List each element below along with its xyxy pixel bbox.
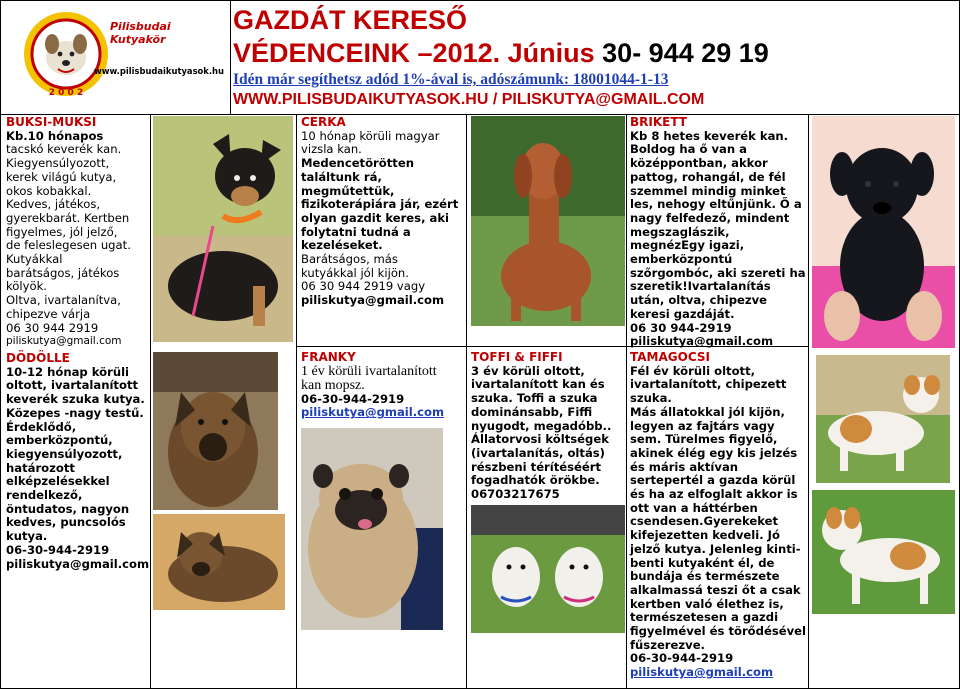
text-line: kölyök.: [6, 279, 47, 294]
text-line: Kutyákkal: [6, 252, 63, 267]
text-line: szőrgombóc, aki szereti ha: [630, 265, 806, 280]
text-line: figyelmével és törődésével: [630, 624, 806, 639]
text-line: után, oltva, chipezve: [630, 293, 768, 308]
franky-phone: 06-30-944-2919: [301, 391, 405, 406]
dodolle-block: [6, 352, 150, 571]
text-line: nagy felfedező, mindent: [630, 210, 790, 225]
text-line: ivartalanított, chipezett: [630, 377, 787, 392]
text-line: kutya.: [6, 529, 48, 544]
text-line: chipezve várja: [6, 306, 91, 321]
page-title: GAZDÁT KERESŐ: [233, 5, 468, 35]
text-line: kan mopsz.: [301, 377, 365, 393]
text-line: megszaglászik,: [630, 224, 730, 239]
text-line: barátságos, játékos: [6, 265, 120, 280]
logo-year: 2 0 0 2: [48, 88, 84, 98]
text-line: Boldog ha ő van a: [630, 142, 747, 157]
text-line: benti kutyaként él, de: [630, 555, 775, 570]
text-line: okos kobakkal.: [6, 183, 92, 198]
dog-name-cerka: CERKA: [301, 115, 346, 129]
website-email-line[interactable]: WWW.PILISBUDAIKUTYASOK.HU / PILISKUTYA@GMAIL.COM: [233, 91, 705, 108]
dog-name-toffi: TOFFI & FIFFI: [471, 350, 563, 364]
text-line: bundája és természete: [630, 569, 780, 584]
text-line: Oltva, ivartalanítva,: [6, 293, 121, 308]
text-line: kerek világú kutya,: [6, 169, 117, 184]
text-line: (ivartalanítás, oltás): [471, 445, 605, 460]
photo-dodolle-2: [153, 514, 285, 610]
buksi-block: [6, 116, 150, 349]
text-line: 06-30-944-2919: [6, 542, 110, 557]
photo-toffi-fiffi: [471, 505, 625, 633]
text-line: öntudatos, nagyon: [6, 501, 130, 516]
franky-block: [301, 351, 465, 420]
text-line: Medencetörötten: [301, 156, 414, 171]
text-line: kiegyensúlyozott,: [6, 446, 123, 461]
text-line: középpontban, akkor: [630, 156, 768, 171]
text-line: gyerekbarát. Kertben: [6, 210, 130, 225]
toffi-block: [471, 351, 625, 502]
dog-name-brikett: BRIKETT: [630, 115, 687, 129]
text-line: szuka. Toffi a szuka: [471, 391, 598, 406]
text-line: akinek élég egy kis jelzés: [630, 445, 798, 460]
tamagocsi-block: [630, 351, 807, 680]
text-line: kifejezetten kedveli. Jó: [630, 528, 780, 543]
text-line: Fél év körüli oltott,: [630, 363, 756, 378]
photo-buksi: [153, 116, 293, 342]
dog-name-tamagocsi: TAMAGOCSI: [630, 350, 710, 364]
dodolle-email[interactable]: piliskutya@gmail.com: [6, 556, 150, 571]
text-line: ott van a háttérben: [630, 500, 758, 515]
text-line: ivartalanított kan és: [471, 377, 605, 392]
photo-cerka: [471, 116, 625, 326]
text-line: emberközpontú: [630, 252, 733, 267]
text-line: alkalmassá teszi őt a csak: [630, 582, 801, 597]
text-line: keverék szuka kutya.: [6, 392, 145, 407]
dog-name-dodolle: DÖDÖLLE: [6, 351, 70, 365]
page-subtitle: [233, 38, 957, 68]
buksi-email[interactable]: piliskutya@gmail.com: [6, 335, 122, 348]
text-line: rendelkező,: [6, 488, 83, 503]
cerka-email[interactable]: piliskutya@gmail.com: [301, 293, 445, 308]
photo-brikett: [812, 116, 955, 348]
text-line: olyan gazdit keres, aki: [301, 210, 450, 225]
subtitle-red: VÉDENCEINK –2012. Június: [233, 38, 595, 68]
text-line: szeretik!Ivartalanítás: [630, 279, 771, 294]
text-line: kutyákkal jól kijön.: [301, 265, 409, 280]
text-line: megműtettük,: [301, 183, 395, 198]
text-line: 06 30 944-2919: [630, 320, 732, 335]
text-line: keresi gazdáját.: [630, 306, 735, 321]
text-line: kezeléseket.: [301, 238, 383, 253]
text-line: és ha az elfoglalt akkor is: [630, 487, 798, 502]
text-line: Kb 8 hetes keverék kan.: [630, 128, 789, 143]
text-line: fizikoterápiára jár, ezért: [301, 197, 459, 212]
text-line: pattog, rohangál, de fél: [630, 169, 786, 184]
text-line: megnézEgy igazi,: [630, 238, 745, 253]
text-line: emberközpontú,: [6, 433, 113, 448]
text-line: természetesen a gazdi: [630, 610, 779, 625]
text-line: elképzelésekkel: [6, 474, 110, 489]
franky-email[interactable]: piliskutya@gmail.com: [301, 405, 445, 420]
text-line: vizsla kan.: [301, 142, 362, 157]
text-line: legyen az fajtárs vagy: [630, 418, 775, 433]
text-line: találtunk rá,: [301, 169, 382, 184]
text-line: nyugodt, megadóbb..: [471, 418, 612, 433]
text-line: folytatni tudná a: [301, 224, 411, 239]
photo-tamagocsi-1: [816, 355, 950, 483]
text-line: Kb.10 hónapos: [6, 128, 104, 143]
brikett-email[interactable]: piliskutya@gmail.com: [630, 334, 774, 349]
text-line: fogadhatók örökbe.: [471, 473, 600, 488]
text-line: kedves, puncsolós: [6, 515, 126, 530]
text-line: csendesen.Gyerekeket: [630, 514, 779, 529]
text-line: Közepes -nagy testű.: [6, 405, 144, 420]
text-line: jelző kutya. Jelenleg kinti-: [630, 541, 801, 556]
text-line: 06 30 944 2919: [6, 320, 99, 335]
text-line: Érdeklődő,: [6, 419, 77, 434]
logo: [22, 8, 110, 104]
text-line: tacskó keverék kan.: [6, 142, 122, 157]
text-line: határozott: [6, 460, 75, 475]
text-line: és máris aktívan: [630, 459, 739, 474]
text-line: de feleslegesen ugat.: [6, 238, 131, 253]
text-line: oltott, ivartalanított: [6, 378, 139, 393]
text-line: fűszerezve.: [630, 637, 705, 652]
text-line: szemmel mindig minket: [630, 183, 786, 198]
text-line: Állatorvosi költségek: [471, 432, 609, 447]
text-line: Kiegyensúlyozott,: [6, 156, 110, 171]
text-line: 06-30-944-2919: [630, 651, 734, 666]
brikett-block: [630, 116, 807, 349]
logo-url[interactable]: www.pilisbudaikutyasok.hu: [94, 66, 224, 76]
text-line: dominánsabb, Fiffi: [471, 404, 593, 419]
text-line: 10-12 hónap körüli: [6, 364, 130, 379]
text-line: 06703217675: [471, 487, 560, 502]
dog-name-franky: FRANKY: [301, 350, 356, 364]
tax-number-line[interactable]: Idén már segíthetsz adód 1%-ával is, adószámunk: 18001044-1-13: [233, 71, 669, 88]
tamagocsi-email[interactable]: piliskutya@gmail.com: [630, 665, 774, 680]
text-line: kertben való élethez is,: [630, 596, 784, 611]
text-line: szuka.: [630, 391, 672, 406]
photo-dodolle-1: [153, 352, 278, 510]
logo-name: Pilisbudai Kutyakör: [110, 20, 171, 46]
dog-name-buksi: BUKSI-MUKSI: [6, 115, 97, 129]
text-line: Más állatokkal jól kijön,: [630, 404, 785, 419]
cerka-block: [301, 116, 465, 308]
text-line: figyelmes, jól jelző,: [6, 224, 118, 239]
text-line: részbeni térítéséért: [471, 459, 602, 474]
text-line: Barátságos, más: [301, 252, 398, 267]
text-line: 3 év körüli oltott,: [471, 363, 585, 378]
text-line: les, nehogy eltűnjünk. Ő a: [630, 197, 802, 212]
text-line: sem. Türelmes figyelő,: [630, 432, 778, 447]
text-line: Kedves, játékos,: [6, 197, 101, 212]
photo-franky: [301, 428, 443, 630]
photo-tamagocsi-2: [812, 490, 955, 614]
header-phone: 30- 944 29 19: [602, 38, 769, 68]
text-line: sertepertél a gazda körül: [630, 473, 796, 488]
text-line: 10 hónap körüli magyar: [301, 128, 440, 143]
text-line: 06 30 944 2919 vagy: [301, 279, 426, 294]
text-line: 1 év körüli ivartalanított: [301, 363, 437, 379]
